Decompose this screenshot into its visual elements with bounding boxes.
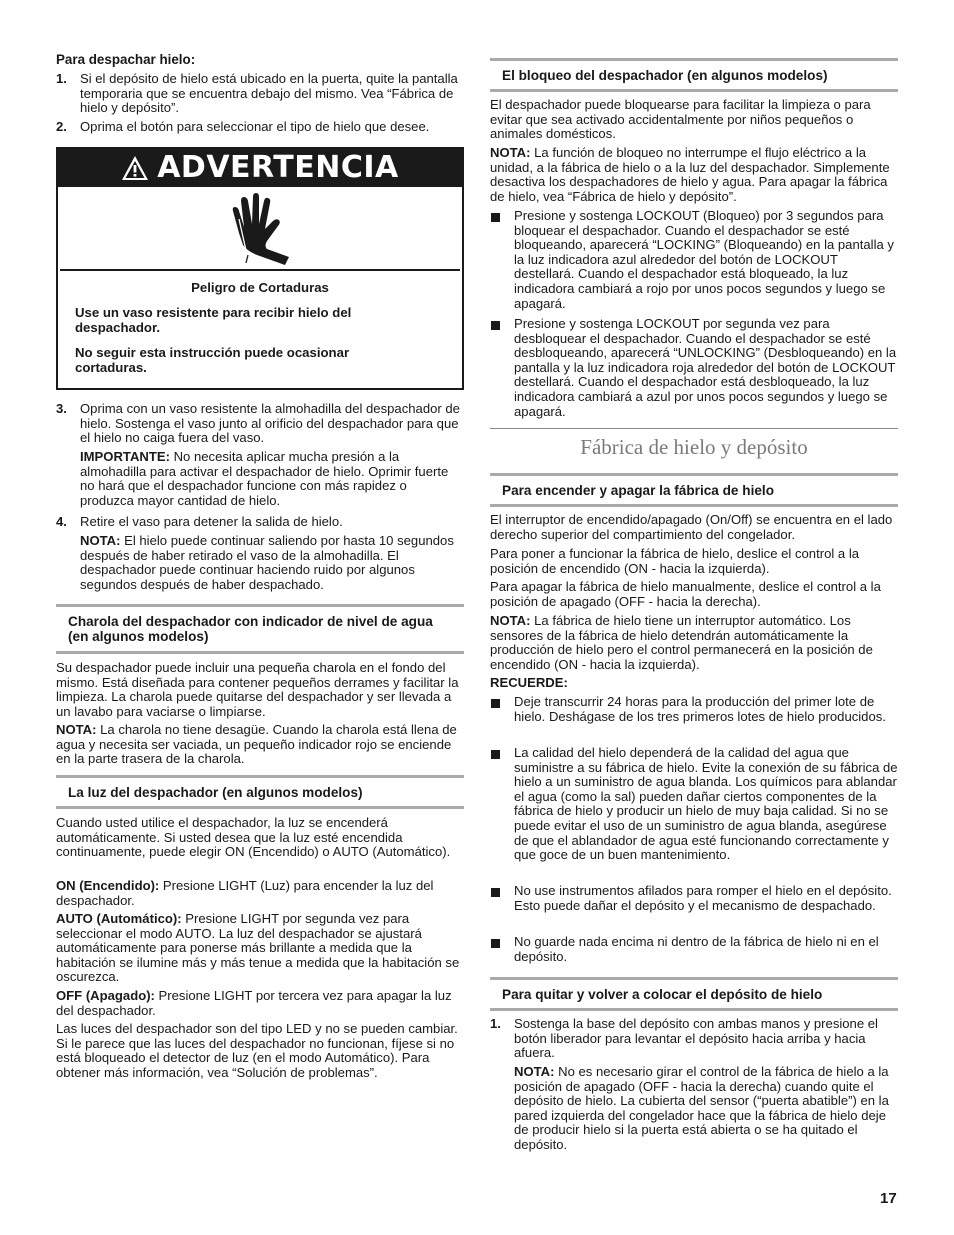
- step-number: 1.: [56, 71, 67, 86]
- on-text: Presione LIGHT (Luz) para encender la luz del despachador.: [56, 878, 434, 908]
- step-3-text: Oprima con un vaso resistente la almohadilla del despachador de hielo. Sostenga el vaso junto al orificio del despachador para que el hielo no caiga fuera del vaso.: [80, 401, 460, 446]
- note-label: IMPORTANTE:: [80, 449, 170, 464]
- lock-note: [490, 146, 898, 204]
- on-label: ON (Encendido):: [56, 878, 160, 893]
- step-number: 2.: [56, 119, 67, 134]
- remember-bullet-4: No guarde nada encima ni dentro de la fábrica de hielo ni en el depósito.: [514, 934, 879, 964]
- bin-step-1: Sostenga la base del depósito con ambas manos y presione el botón liberador para levantar el depósito hacia arriba y hacia afuera.: [514, 1016, 878, 1061]
- bullet-icon: [491, 939, 500, 948]
- section-divider: [490, 428, 898, 429]
- note-text: El hielo puede continuar saliendo por hasta 10 segundos después de haber retirado el vaso de la almohadilla. El despachador puede continuar haciendo ruido por algunos segundos después de haber despachado.: [80, 533, 454, 592]
- tray-heading: Charola del despachador con indicador de nivel de agua (en algunos modelos): [56, 604, 464, 654]
- dispense-heading: Para despachar hielo:: [56, 52, 196, 67]
- auto-label: AUTO (Automático):: [56, 911, 182, 926]
- onoff-paragraph-3: Para apagar la fábrica de hielo manualmente, deslice el control a la posición de apagado (OFF - hacia la derecha).: [490, 579, 881, 609]
- warning-consequence: No seguir esta instrucción puede ocasionar cortaduras.: [75, 345, 350, 375]
- light-on: [56, 879, 464, 908]
- bullet-icon: [491, 750, 500, 759]
- bullet-icon: [491, 213, 500, 222]
- remember-label: RECUERDE:: [490, 675, 568, 690]
- step-number: 1.: [490, 1016, 501, 1031]
- bullet-icon: [491, 699, 500, 708]
- hand-cut-icon: [227, 193, 295, 265]
- note-label: NOTA:: [514, 1064, 555, 1079]
- auto-text: Presione LIGHT por segunda vez para seleccionar el modo AUTO. La luz del despachador se ajustará automáticamente para ponerse más brillante a medida que la habitación se ilumine más y más tenue a medida que la habitación se oscurezca.: [56, 911, 460, 985]
- onoff-paragraph-1: El interruptor de encendido/apagado (On/Off) se encuentra en el lado derecho superior del compartimiento del congelador.: [490, 512, 893, 542]
- light-auto: [56, 912, 464, 985]
- tray-note: [56, 723, 464, 767]
- lock-heading: El bloqueo del despachador (en algunos modelos): [490, 58, 898, 92]
- warning-hazard: Peligro de Cortaduras: [191, 280, 329, 295]
- warning-triangle-icon: [121, 155, 149, 181]
- step-2-text: Oprima el botón para seleccionar el tipo de hielo que desee.: [80, 119, 430, 134]
- note-label: NOTA:: [56, 722, 97, 737]
- remember-bullet-2: La calidad del hielo dependerá de la calidad del agua que suministre a su fábrica de hielo. Evite la conexión de su fábrica de hielo a un suministro de agua blanda. Los químicos para ablandar el agua (como la sal) pueden dañar ciertos componentes de la fábrica de hielo y producir un hielo de muy baja calidad. Si no se puede evitar el uso de un suministro de agua blanda, asegúrese de que el ablandador de agua esté funcionando correctamente y que goce de un buen mantenimiento.: [514, 745, 898, 863]
- note-text: La función de bloqueo no interrumpe el flujo eléctrico a la unidad, a la fábrica de hielo o a la luz del despachador. Simplemente desactiva los despachadores de hielo y agua. Para apagar la fábrica de hielo, vea “Fábrica de hielo y depósito”.: [490, 145, 890, 204]
- lock-bullet-2: Presione y sostenga LOCKOUT por segunda vez para desbloquear el despachador. Cuando el despachador se esté desbloqueando, aparecerá “UNLOCKING” (Desbloqueando) en la pantalla y la luz indicadora roja alrededor del botón de LOCKOUT destellará. Cuando el despachador está desbloqueado, la luz indicadora cambiará a azul por unos pocos segundos y luego se apagará.: [514, 316, 897, 419]
- step-4-text: Retire el vaso para detener la salida de hielo.: [80, 514, 343, 529]
- warning-box: [56, 147, 464, 390]
- onoff-paragraph-2: Para poner a funcionar la fábrica de hielo, deslice el control a la posición de encendido (ON - hacia la izquierda).: [490, 546, 860, 576]
- onoff-heading: Para encender y apagar la fábrica de hielo: [490, 473, 898, 507]
- bullet-icon: [491, 321, 500, 330]
- note-label: NOTA:: [80, 533, 121, 548]
- page-number: 17: [880, 1190, 897, 1207]
- lock-bullet-1: Presione y sostenga LOCKOUT (Bloqueo) por 3 segundos para bloquear el despachador. Cuando el despachador se esté bloqueando, aparecerá “LOCKING” (Bloqueando) en la pantalla y la luz indicadora azul alrededor del botón de LOCKOUT destellará. Cuando el despachador está bloqueado, la luz indicadora cambiará a rojo por unos pocos segundos y luego se apagará.: [514, 208, 894, 311]
- note-text: No necesita aplicar mucha presión a la almohadilla para activar el despachador de hielo. Oprimir fuerte no hará que el despachador funcione con más rapidez o produzca mayor cantidad de hielo.: [80, 449, 449, 508]
- warning-pictogram: [60, 187, 460, 271]
- warning-title: ADVERTENCIA: [157, 149, 399, 185]
- section-title: Fábrica de hielo y depósito: [580, 435, 808, 459]
- step-number: 3.: [56, 401, 67, 416]
- warning-instruction: Use un vaso resistente para recibir hielo del despachador.: [75, 305, 352, 335]
- warning-header: [58, 149, 462, 187]
- note-text: La charola no tiene desagüe. Cuando la charola está llena de agua y necesita ser vaciada, un pequeño indicador rojo se enciende en la parte trasera de la charola.: [56, 722, 457, 767]
- off-label: OFF (Apagado):: [56, 988, 155, 1003]
- note-text: La fábrica de hielo tiene un interruptor automático. Los sensores de la fábrica de hielo detendrán automáticamente la producción de hielo pero el control permanecerá en la posición de encendido (ON - hacia la izquierda).: [490, 613, 873, 672]
- step-number: 4.: [56, 514, 67, 529]
- light-heading: La luz del despachador (en algunos modelos): [56, 775, 464, 809]
- bin-note: [514, 1065, 898, 1153]
- note-text: No es necesario girar el control de la fábrica de hielo a la posición de apagado (OFF - hacia la derecha) cuando quite el depósito de hielo. La cubierta del sensor (“puerta abatible”) en la pared izquierda del congelador hace que la fábrica de hielo deje de producir hielo si la puerta está abierta o se ha quitado el depósito.: [514, 1064, 889, 1152]
- remember-bullet-1: Deje transcurrir 24 horas para la producción del primer lote de hielo. Deshágase de los tres primeros lotes de hielo producidos.: [514, 694, 886, 724]
- step-3-note: [80, 450, 464, 508]
- note-label: NOTA:: [490, 613, 531, 628]
- light-paragraph: Cuando usted utilice el despachador, la luz se encenderá automáticamente. Si usted desea que la luz esté encendida continuamente, puede elegir ON (Encendido) o AUTO (Automático).: [56, 815, 451, 860]
- light-led-paragraph: Las luces del despachador son del tipo LED y no se pueden cambiar. Si le parece que las luces del despachador no funcionan, fíjese si no está bloqueado el detector de luz (en el modo Automático). Para obtener más información, vea “Solución de problemas”.: [56, 1021, 458, 1080]
- remember-bullet-3: No use instrumentos afilados para romper el hielo en el depósito. Esto puede dañar el depósito y el mecanismo de despachado.: [514, 883, 892, 913]
- lock-paragraph: El despachador puede bloquearse para facilitar la limpieza o para evitar que sea activado accidentalmente por niños pequeños o animales domésticos.: [490, 97, 871, 142]
- bin-heading: Para quitar y volver a colocar el depósito de hielo: [490, 977, 898, 1011]
- step-1-text: Si el depósito de hielo está ubicado en la puerta, quite la pantalla temporaria que se encuentra debajo del mismo. Vea “Fábrica de hielo y depósito”.: [80, 71, 458, 116]
- step-4-note: [80, 534, 464, 592]
- onoff-note: [490, 614, 898, 672]
- tray-paragraph: Su despachador puede incluir una pequeña charola en el fondo del mismo. Está diseñada para contener pequeños derrames y facilitar la limpieza. La charola puede quitarse del despachador y ser llevada a un lavabo para vaciarse o limpiarse.: [56, 660, 459, 719]
- note-label: NOTA:: [490, 145, 531, 160]
- off-text: Presione LIGHT por tercera vez para apagar la luz del despachador.: [56, 988, 452, 1018]
- light-off: [56, 989, 464, 1018]
- bullet-icon: [491, 888, 500, 897]
